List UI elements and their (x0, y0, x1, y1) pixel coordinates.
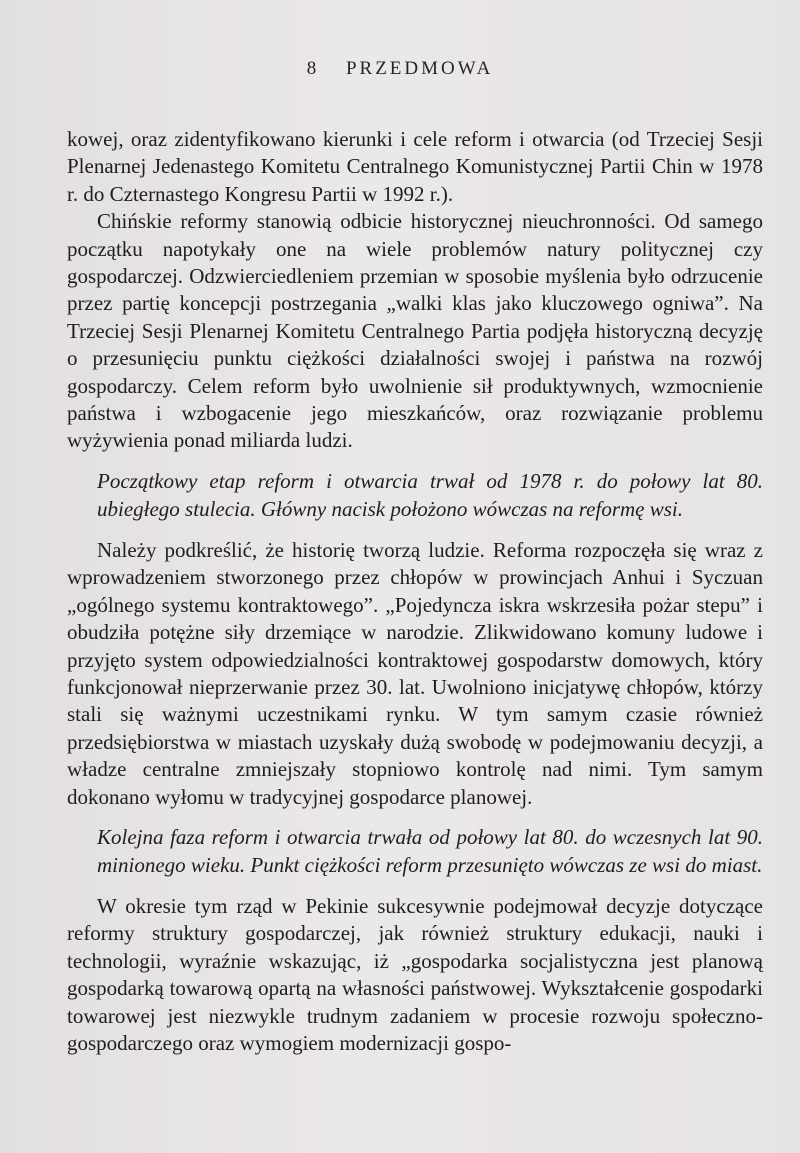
text-body (67, 126, 763, 1057)
paragraph-rural-reform: Należy podkreślić, że historię tworzą ludzie. Reforma rozpoczęła się wraz z wprowadzeniem stworzonego przez chłopów w prowincjach Anhui i Syczuan „ogólnego systemu kontraktowego”. „Pojedyncza iskra wskrzesiła pożar stepu” i obudziła potężne siły drzemiące w narodzie. Zlikwidowano komuny ludowe i przyjęto system odpowiedzialności kontraktowej gospodarstw domowych, który funkcjonował nieprzerwanie przez 30. lat. Uwolniono inicjatywę chłopów, którzy stali się ważnymi uczestnikami rynku. W tym samym czasie również przedsiębiorstwa w miastach uzyskały dużą swobodę w podejmowaniu decyzji, a władze centralne zmniejszały stopniowo kontrolę nad nimi. Tym samym dokonano wyłomu w tradycyjnej gospodarce planowej. (67, 537, 763, 809)
paragraph-urban-reform: W okresie tym rząd w Pekinie sukcesywnie podejmował decyzje dotyczące reformy struktury gospodarczej, jak również struktury edukacji, nauki i technologii, wyraźnie wskazując, iż „gospodarka socjalistyczna jest planową gospodarką towarową opartą na własności państwowej. Wykształcenie gospodarki towarowej jest niezwykle trudnym zadaniem w procesie rozwoju społeczno-gospodarczego oraz wymogiem modernizacji gospo- (67, 893, 763, 1055)
paragraph-continuation: kowej, oraz zidentyfikowano kierunki i cele reform i otwarcia (od Trzeciej Sesji Plenarnej Jedenastego Komitetu Centralnego Komunistycznej Partii Chin w 1978 r. do Czternastego Kongresu Partii w 1992 r.). (67, 127, 763, 206)
italic-summary-first-stage: Początkowy etap reform i otwarcia trwał od 1978 r. do połowy lat 80. ubiegłego stulecia. Główny nacisk położono wówczas na reformę wsi. (97, 468, 763, 521)
section-title: PRZEDMOWA (345, 58, 494, 79)
italic-summary-second-stage: Kolejna faza reform i otwarcia trwała od połowy lat 80. do wczesnych lat 90. minionego wieku. Punkt ciężkości reform przesunięto wówczas ze wsi do miast. (97, 824, 763, 877)
running-head (0, 58, 800, 80)
paragraph-reforms-intro: Chińskie reformy stanowią odbicie historycznej nieuchronności. Od samego początku napotykały one na wiele problemów natury politycznej czy gospodarczej. Odzwierciedleniem przemian w sposobie myślenia było odrzucenie przez partię koncepcji postrzegania „walki klas jako kluczowego ogniwa”. Na Trzeciej Sesji Plenarnej Komitetu Centralnego Partia podjęła historyczną decyzję o przesunięciu punktu ciężkości działalności swojej i państwa na rozwój gospodarczy. Celem reform było uwolnienie sił produktywnych, wzmocnienie państwa i wzbogacenie jego mieszkańców, oraz rozwiązanie problemu wyżywienia ponad miliarda ludzi. (67, 209, 763, 453)
page-number: 8 (306, 58, 317, 79)
